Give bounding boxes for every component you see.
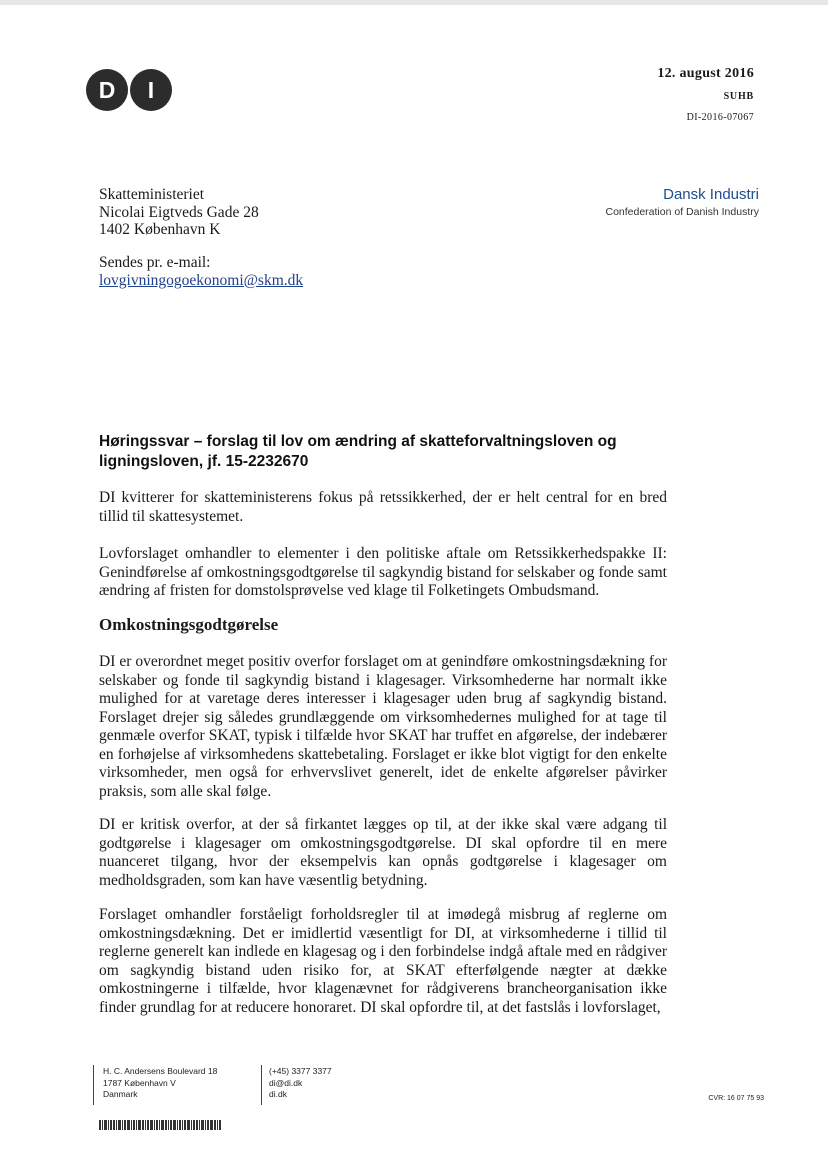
scan-edge bbox=[0, 0, 828, 5]
body-paragraph: DI kvitterer for skatteministerens fokus på retssikkerhed, der er helt central for en bred tillid til skattesystemet. bbox=[99, 489, 667, 525]
footer-email[interactable]: di@di.dk bbox=[269, 1077, 303, 1088]
section-paragraph: DI er kritisk overfor, at der så firkantet lægges op til, at der ikke skal være adgang til godtgørelse i klagesager om omkostningsgodtgørelse. DI skal opfordre til en mere nuanceret tilgang, hvor der eksempelvis kan opnås godtgørelse i klagesager om medholdsgraden, som kan have væsentlig betydning. bbox=[99, 816, 667, 889]
recipient-line: Nicolai Eigtveds Gade 28 bbox=[99, 203, 259, 221]
di-logo bbox=[86, 69, 174, 113]
footer-contact bbox=[269, 1066, 332, 1101]
delivery-label: Sendes pr. e-mail: bbox=[99, 254, 211, 271]
section-paragraph: Forslaget omhandler forståeligt forholdsregler til at imødegå misbrug af reglerne om omkostningsdækning. Det er imidlertid væsentligt for DI, at virksomhederne i tillid til reglerne generelt kan indlede en klagesag og i den forbindelse indgå aftale med en rådgiver om sagkyndig bistand uden risiko for, at SKAT efterfølgende nægter at dække omkostningerne i tilfælde, hvor klagenævnet for rådgiverens brancheorganisation ikke finder grundlag for at reducere honoraret. DI skal opfordre til, at det fastslås i lovforslaget, bbox=[99, 906, 667, 1016]
reference-number: DI-2016-07067 bbox=[686, 112, 754, 123]
section-paragraph: DI er overordnet meget positiv overfor forslaget om at genindføre omkostningsdækning for selskaber og fonde til sagkyndig bistand i klagesager. Virksomhederne har normalt ikke mulighed for at varetage deres interesser i klagesager uden brug af sagkyndig bistand. Forslaget drejer sig således grundlæggende om virksomhedernes mulighed for at tage til genmæle overfor SKAT, typisk i tilfælde hvor SKAT har truffet en afgørelse, der indebærer en forhøjelse af virksomhedens skattebetaling. Forslaget er ikke blot vigtigt for den enkelte virksomheder, men også for erhvervslivet generelt, idet de enkelte afgørelser påvirker praksis, som alle skal følge. bbox=[99, 653, 667, 800]
letter-heading: Høringssvar – forslag til lov om ændring af skatteforvaltningsloven og ligningsloven, jf. 15-2232670 bbox=[99, 433, 617, 470]
footer-address-line: H. C. Andersens Boulevard 18 bbox=[103, 1066, 218, 1076]
footer-phone[interactable]: (+45) 3377 3377 bbox=[269, 1066, 332, 1076]
letter-date: 12. august 2016 bbox=[657, 66, 754, 81]
footer-address bbox=[103, 1066, 217, 1101]
author-initials: SUHB bbox=[723, 91, 754, 102]
footer-address-line: Danmark bbox=[103, 1089, 138, 1099]
section-title: Omkostningsgodtgørelse bbox=[99, 615, 279, 634]
body-paragraph: Lovforslaget omhandler to elementer i den politiske aftale om Retssikkerhedspakke II: Genindførelse af omkostningsgodtgørelse til sagkyndig bistand for selskaber og fonde samt ændring af fristen for domstolsprøvelse ved klage til Folketingets Ombudsmand. bbox=[99, 545, 667, 599]
logo-letter-d: D bbox=[86, 69, 128, 111]
footer-website[interactable]: di.dk bbox=[269, 1089, 287, 1099]
brand-block bbox=[605, 186, 759, 218]
recipient-line: Skatteministeriet bbox=[99, 186, 205, 203]
brand-name: Dansk Industri bbox=[663, 186, 759, 203]
footer-divider bbox=[93, 1065, 94, 1105]
email-link[interactable]: lovgivningogoekonomi@skm.dk bbox=[99, 271, 304, 289]
footer-cvr: CVR: 16 07 75 93 bbox=[708, 1095, 764, 1102]
barcode bbox=[99, 1120, 229, 1130]
brand-subtitle: Confederation of Danish Industry bbox=[605, 206, 759, 218]
recipient-address bbox=[99, 186, 259, 239]
logo-letter-i: I bbox=[130, 69, 172, 111]
recipient-line: 1402 København K bbox=[99, 221, 221, 238]
footer-address-line: 1787 København V bbox=[103, 1077, 176, 1088]
delivery-block bbox=[99, 254, 303, 289]
footer-divider bbox=[261, 1065, 262, 1105]
